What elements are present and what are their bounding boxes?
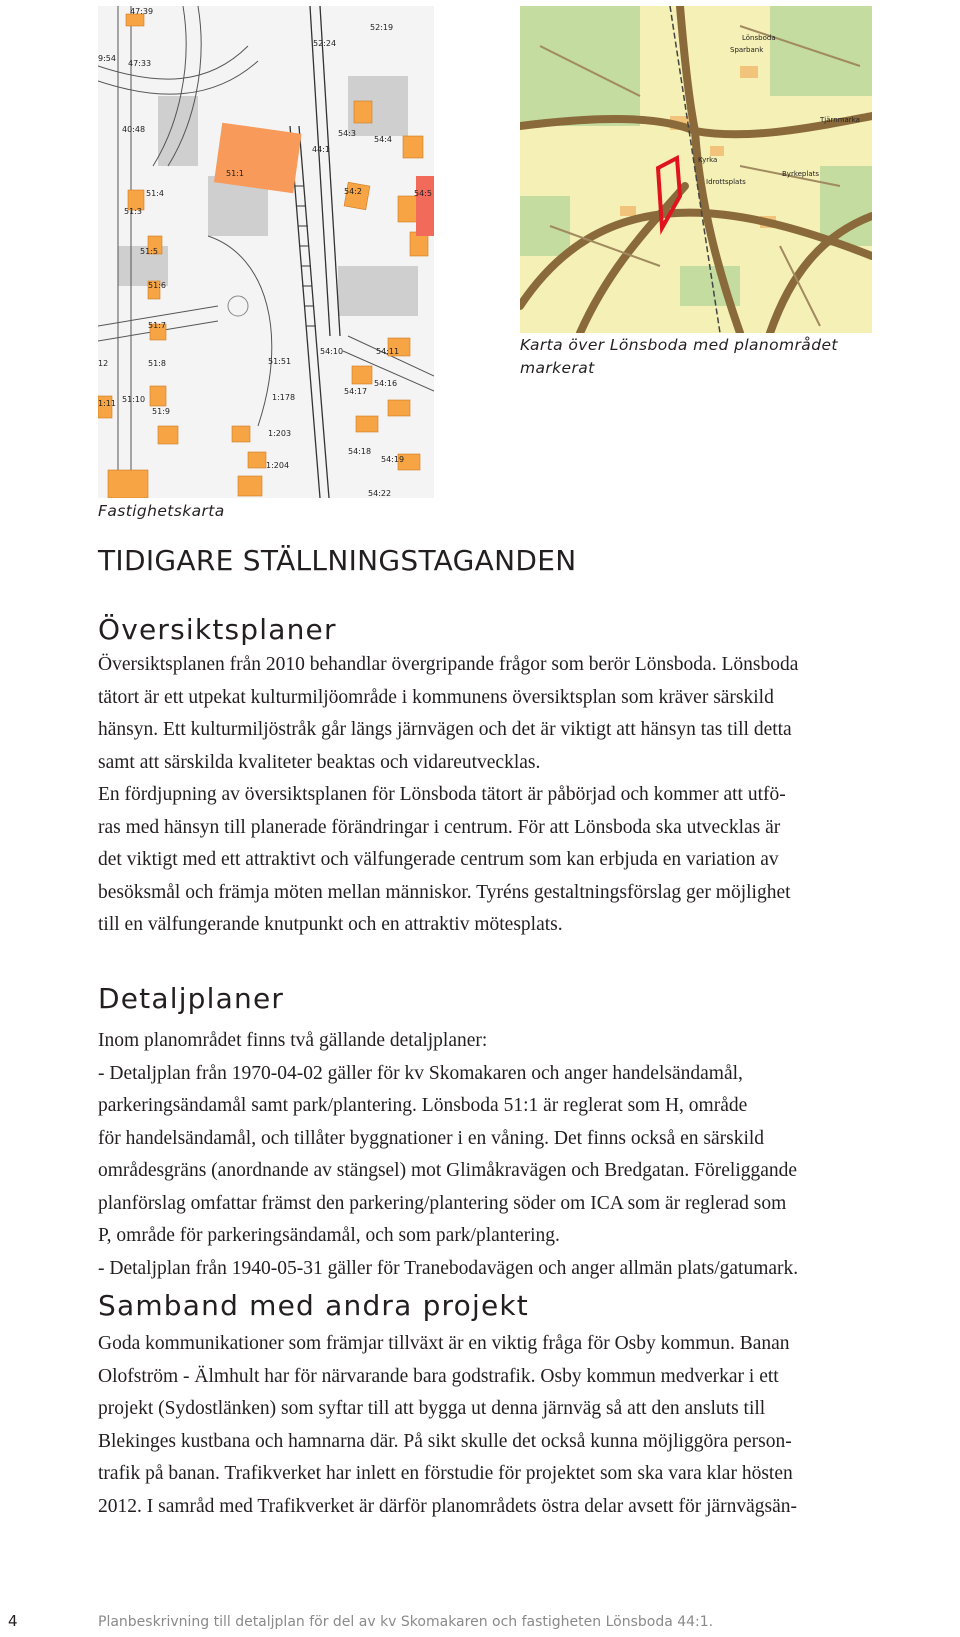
- text-line: - Detaljplan från 1940-05-31 gäller för Tranebodavägen och anger allmän plats/gatumark.: [98, 1257, 799, 1279]
- svg-text:54:4: 54:4: [374, 135, 392, 144]
- svg-text:Sparbank: Sparbank: [730, 46, 764, 54]
- svg-text:Kyrka: Kyrka: [698, 156, 718, 164]
- text-line: trafik på banan. Trafikverket har inlett en förstudie för projektet som ska vara klar hösten: [98, 1463, 793, 1484]
- overview-map-drawing: [520, 6, 872, 333]
- svg-text:Byrkeplats: Byrkeplats: [782, 170, 820, 178]
- property-map-caption: Fastighetskarta: [98, 502, 225, 520]
- svg-text:51:5: 51:5: [140, 247, 158, 256]
- property-map: [98, 6, 434, 498]
- text-line: projekt (Sydostlänken) som syftar till att bygga ut denna järnväg så att den ansluts till: [98, 1398, 766, 1419]
- footer-text: Planbeskrivning till detaljplan för del av kv Skomakaren och fastigheten Lönsboda 44:1.: [98, 1614, 714, 1630]
- text-line: Inom planområdet finns två gällande detaljplaner:: [98, 1030, 488, 1051]
- page-number: 4: [8, 1612, 18, 1630]
- svg-text:Idrottsplats: Idrottsplats: [706, 178, 746, 186]
- svg-text:54:2: 54:2: [344, 187, 362, 196]
- property-map-drawing: [98, 6, 434, 498]
- svg-text:52:19: 52:19: [370, 23, 394, 32]
- section-heading-samband: Samband med andra projekt: [98, 1289, 529, 1322]
- svg-text:1:203: 1:203: [268, 429, 292, 438]
- text-line: ras med hänsyn till planerade förändringar i centrum. För att Lönsboda ska utvecklas är: [98, 816, 781, 838]
- text-line: Översiktsplanen från 2010 behandlar övergripande frågor som berör Lönsboda. Lönsboda: [98, 654, 799, 675]
- text-line: P, område för parkeringsändamål, och som park/plantering.: [98, 1225, 560, 1246]
- overview-map: [520, 6, 872, 333]
- svg-text:51:6: 51:6: [148, 281, 166, 290]
- svg-text:54:11: 54:11: [376, 347, 400, 356]
- text-line: hänsyn. Ett kulturmiljöstråk går längs järnvägen och det är viktigt att hänsyn tas till detta: [98, 719, 792, 740]
- svg-text:44:1: 44:1: [312, 145, 330, 154]
- text-line: Goda kommunikationer som främjar tillväxt är en viktig fråga för Osby kommun. Banan: [98, 1333, 790, 1354]
- text-line: Olofström - Älmhult har för närvarande bara godstrafik. Osby kommun medverkar i ett: [98, 1365, 779, 1387]
- svg-text:52:24: 52:24: [313, 39, 337, 48]
- svg-text:54:3: 54:3: [338, 129, 356, 138]
- text-line: det viktigt med ett attraktivt och välfungerade centrum som kan erbjuda en variation av: [98, 849, 779, 870]
- svg-text:51:9: 51:9: [152, 407, 170, 416]
- svg-text:51:3: 51:3: [124, 207, 142, 216]
- text-line: för handelsändamål, och tillåter byggnationer i en våning. Det finns också en särskild: [98, 1127, 765, 1149]
- svg-text:51:4: 51:4: [146, 189, 164, 198]
- svg-text:Tjärnmarka: Tjärnmarka: [820, 116, 860, 124]
- svg-text:1:204: 1:204: [266, 461, 290, 470]
- paragraph-samband: [98, 1328, 960, 1523]
- svg-text:54:22: 54:22: [368, 489, 392, 498]
- svg-text:54:10: 54:10: [320, 347, 344, 356]
- text-line: parkeringsändamål samt park/plantering. Lönsboda 51:1 är reglerat som H, område: [98, 1095, 748, 1116]
- svg-text:51:7: 51:7: [148, 321, 166, 330]
- paragraph-detaljplaner: [98, 1025, 960, 1285]
- overview-map-caption: Karta över Lönsboda med planområdet markerat: [520, 336, 838, 377]
- svg-text:9:54: 9:54: [98, 54, 116, 63]
- text-line: områdesgräns (anordnande av stängsel) mot Glimåkravägen och Bredgatan. Föreliggande: [98, 1160, 798, 1181]
- svg-text:54:17: 54:17: [344, 387, 368, 396]
- svg-text:1:11: 1:11: [98, 399, 116, 408]
- svg-text:54:18: 54:18: [348, 447, 372, 456]
- section-heading-oversiktsplaner: Översiktsplaner: [98, 613, 337, 646]
- paragraph-oversiktsplaner: [98, 649, 960, 942]
- section-heading-detaljplaner: Detaljplaner: [98, 982, 285, 1015]
- text-line: - Detaljplan från 1970-04-02 gäller för kv Skomakaren och anger handelsändamål,: [98, 1062, 743, 1084]
- svg-text:51:51: 51:51: [268, 357, 292, 366]
- text-line: planförslag omfattar främst den parkering/plantering söder om ICA som är reglerad som: [98, 1192, 787, 1214]
- svg-text:54:19: 54:19: [381, 455, 405, 464]
- svg-text:47:33: 47:33: [128, 59, 152, 68]
- text-line: besöksmål och främja möten mellan människor. Tyréns gestaltningsförslag ger möjlighet: [98, 881, 791, 903]
- svg-text:47:39: 47:39: [130, 7, 154, 16]
- svg-text:12: 12: [98, 359, 109, 368]
- svg-text:54:16: 54:16: [374, 379, 398, 388]
- text-line: samt att särskilda kvaliteter beaktas och vidareutvecklas.: [98, 751, 541, 773]
- text-line: tätort är ett utpekat kulturmiljöområde i kommunens översiktsplan som kräver särskild: [98, 686, 774, 708]
- text-line: En fördjupning av översiktsplanen för Lönsboda tätort är påbörjad och kommer att utfö-: [98, 784, 786, 805]
- text-line: 2012. I samråd med Trafikverket är därför planområdets östra delar avsett för järnvägsän-: [98, 1495, 798, 1517]
- text-line: Blekinges kustbana och hamnarna där. På sikt skulle det också kunna möjliggöra person-: [98, 1430, 792, 1452]
- text-line: till en välfungerande knutpunkt och en attraktiv mötesplats.: [98, 914, 563, 935]
- svg-text:40:48: 40:48: [122, 125, 146, 134]
- svg-text:1:178: 1:178: [272, 393, 296, 402]
- svg-text:51:10: 51:10: [122, 395, 146, 404]
- svg-text:51:8: 51:8: [148, 359, 166, 368]
- svg-text:54:5: 54:5: [414, 189, 432, 198]
- svg-text:Lönsboda: Lönsboda: [742, 34, 776, 42]
- main-heading: TIDIGARE STÄLLNINGSTAGANDEN: [98, 544, 577, 577]
- svg-text:51:1: 51:1: [226, 169, 244, 178]
